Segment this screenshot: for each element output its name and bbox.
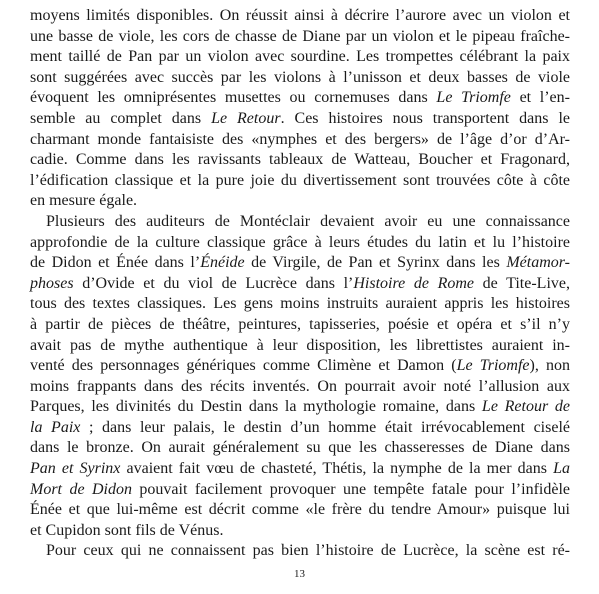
text-line: ment taillé de Pan par un violon avec sourdine. Les trompettes célébrant la paix — [30, 48, 570, 66]
text-line: une basse de viole, les cors de chasse de Diane par un violon et le pipeau fraîche- — [30, 27, 570, 45]
text-line: Pan et Syrinx avaient fait vœu de chasteté, Thétis, la nymphe de la mer dans La — [30, 460, 570, 478]
text-line: de Didon et Énée dans l’Énéide de Virgile, de Pan et Syrinx dans les Métamor- — [30, 254, 570, 272]
text-line: évoquent les omniprésentes musettes ou cornemuses dans Le Triomfe et l’en- — [30, 89, 570, 107]
document-page — [30, 6, 570, 562]
text-line: cadie. Comme dans les ravissants tableaux de Watteau, Boucher et Fragonard, — [30, 151, 570, 169]
text-line: Parques, les divinités du Destin dans la mythologie romaine, dans Le Retour de — [30, 398, 570, 416]
text-line: tous des textes classiques. Les gens moins instruits auraient appris les histoires — [30, 295, 570, 313]
text-line: sont suggérées avec succès par les violons à l’unisson et deux basses de viole — [30, 68, 570, 86]
text-line: venté des personnages génériques comme Climène et Damon (Le Triomfe), non — [30, 357, 570, 375]
text-line: Mort de Didon pouvait facilement provoquer une tempête fatale pour l’infidèle — [30, 480, 570, 498]
text-line: et Cupidon sont fils de Vénus. — [30, 521, 224, 539]
text-line: Plusieurs des auditeurs de Montéclair devaient avoir eu une connaissance — [46, 212, 570, 230]
text-line: dans le bronze. On aurait généralement su que les chasseresses de Diane dans — [30, 439, 570, 457]
text-line: l’édification classique et la pure joie du divertissement sont trouvées côte à côte — [30, 171, 570, 189]
text-line: à partir de pièces de théâtre, peintures, tapisseries, poésie et opéra et s’il n’y — [30, 315, 570, 333]
text-line: semble au complet dans Le Retour. Ces histoires nous transportent dans le — [30, 109, 570, 127]
text-line: Pour ceux qui ne connaissent pas bien l’histoire de Lucrèce, la scène est ré- — [46, 542, 570, 560]
text-line: la Paix ; dans leur palais, le destin d’un homme était irrévocablement ciselé — [30, 418, 570, 436]
text-line: avait pas de mythe authentique à leur disposition, les librettistes auraient in- — [30, 336, 570, 354]
paragraph — [30, 212, 570, 542]
text-line: moyens limités disponibles. On réussit ainsi à décrire l’aurore avec un violon et — [30, 7, 570, 24]
text-line: charmant monde fantaisiste des «nymphes et des bergers» de l’âge d’or d’Ar- — [30, 130, 570, 148]
text-line: moins frappants dans des récits inventés. On pourrait avoir noté l’allusion aux — [30, 377, 570, 395]
text-line: phoses d’Ovide et du viol de Lucrèce dans l’Histoire de Rome de Tite-Live, — [30, 274, 570, 292]
text-line: approfondie de la culture classique grâce à leurs études du latin et lu l’histoire — [30, 233, 570, 251]
paragraph — [30, 541, 570, 562]
text-line: Énée et que lui-même est décrit comme «le frère du tendre Amour» puisque lui — [30, 501, 570, 519]
paragraph — [30, 6, 570, 212]
text-line: en mesure égale. — [30, 192, 138, 210]
body-text — [30, 6, 570, 562]
page-number: 13 — [294, 568, 305, 580]
